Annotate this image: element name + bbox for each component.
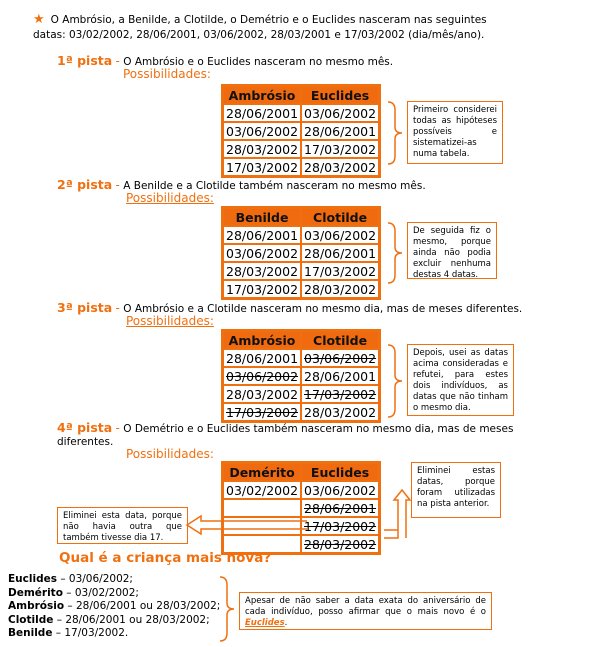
intro-line-1: O Ambrósio, a Benilde, a Clotilde, o Demétrio e o Euclides nasceram nas seguintes: [50, 14, 487, 26]
table-row: 03/06/2002 28/06/2001: [223, 244, 379, 262]
table-row: 03/06/2002 28/06/2001: [223, 122, 379, 140]
possibilities-label-3: Possibilidades:: [126, 314, 214, 328]
clue-4-text-line-2: diferentes.: [57, 436, 114, 448]
table-row: 28/03/2002 17/03/2002: [223, 385, 379, 403]
clue-1-text: O Ambrósio e o Euclides nasceram no mesmo mês.: [123, 56, 394, 68]
clue-3-heading: 3ª pista - O Ambrósio e a Clotilde nasceram no mesmo dia, mas de meses diferentes.: [57, 300, 523, 315]
clue-1-table: Ambrósio Euclides 28/06/2001 03/06/2002 03/06/2002 28/06/2001 28/03/2002 17/03/2002 17/03/2002 28/03/2002: [221, 84, 381, 178]
question-heading: Qual é a criança mais nova?: [59, 550, 272, 566]
clue-4-table: Demérito Euclides 03/02/2002 03/06/2002 28/06/2001 17/03/2002 28/03/2002: [221, 461, 381, 555]
table-row: 28/06/2001 03/06/2002: [223, 104, 379, 122]
possibilities-label-4: Possibilidades:: [126, 447, 214, 461]
clue-1-note: Primeiro considerei todas as hipóteses possíveis e sistematizei-as numa tabela.: [407, 101, 503, 164]
list-item: Ambrósio – 28/06/2001 ou 28/03/2002;: [8, 600, 221, 612]
table-row: 28/03/2002: [223, 535, 379, 553]
table-row: 28/03/2002 17/03/2002: [223, 140, 379, 158]
clue-1-heading: 1ª pista - O Ambrósio e o Euclides nasceram no mesmo mês.: [57, 53, 394, 68]
table-row: 28/03/2002 17/03/2002: [223, 262, 379, 280]
table-row: 03/02/2002 03/06/2002: [223, 481, 379, 499]
table-row: 17/03/2002 28/03/2002: [223, 280, 379, 298]
intro-line-2: datas: 03/02/2002, 28/06/2001, 03/06/2002, 28/03/2001 e 17/03/2002 (dia/mês/ano).: [33, 29, 485, 41]
table-row: 28/06/2001 03/06/2002: [223, 226, 379, 244]
table-row: 28/06/2001 03/06/2002: [223, 349, 379, 367]
table-row: 17/03/2002: [223, 517, 379, 535]
brace-2: [386, 221, 406, 285]
final-note: Apesar de não saber a data exata do aniversário de cada indivíduo, posso afirmar que o mais novo é o Euclides.: [239, 592, 492, 630]
list-item: Clotilde – 28/06/2001 ou 28/03/2002;: [8, 613, 210, 626]
table-row: 03/06/2002 28/06/2001: [223, 367, 379, 385]
possibilities-label-1: Possibilidades:: [123, 67, 211, 81]
clue-2-text: A Benilde e a Clotilde também nasceram no mesmo mês.: [123, 180, 426, 192]
clue-4-heading: 4ª pista - O Demétrio e o Euclides também nasceram no mesmo dia, mas de meses diferentes.: [57, 420, 514, 448]
clue-3-table: Ambrósio Clotilde 28/06/2001 03/06/2002 03/06/2002 28/06/2001 28/03/2002 17/03/2002 17/03/2002 28/03/2002: [221, 329, 381, 423]
table-row: 17/03/2002 28/03/2002: [223, 158, 379, 176]
answer-highlight: Euclides: [245, 618, 285, 628]
star-icon: ★: [33, 12, 45, 27]
clue-2-table: Benilde Clotilde 28/06/2001 03/06/2002 03/06/2002 28/06/2001 28/03/2002 17/03/2002 17/03/2002 28/03/2002: [221, 206, 381, 300]
intro-text: [33, 12, 593, 43]
clue-4-note-right: Eliminei estas datas, porque foram utilizadas na pista anterior.: [411, 462, 501, 518]
list-item: Demérito – 03/02/2002;: [8, 586, 139, 599]
answers-list: [8, 573, 220, 641]
possibilities-label-2: Possibilidades:: [126, 191, 214, 205]
brace-1: [386, 100, 406, 166]
arrow-left-icon: [185, 514, 309, 536]
table-row: 28/06/2001: [223, 499, 379, 517]
brace-answers: [218, 575, 238, 643]
list-item: Benilde – 17/03/2002.: [8, 627, 129, 639]
clue-3-note: Depois, usei as datas acima consideradas e refutei, para estes dois indivíduos, as datas que não tinham o mesmo dia.: [407, 344, 514, 416]
list-item: Euclides – 03/06/2002;: [8, 573, 133, 585]
table-row: 17/03/2002 28/03/2002: [223, 403, 379, 421]
clue-4-note-left: Eliminei esta data, porque não havia outra que também tivesse dia 17.: [57, 507, 188, 544]
clue-3-text: O Ambrósio e a Clotilde nasceram no mesmo dia, mas de meses diferentes.: [123, 303, 523, 315]
brace-3: [386, 343, 406, 419]
clue-4-text-line-1: O Demétrio e o Euclides também nasceram no mesmo dia, mas de meses: [123, 423, 514, 435]
clue-2-heading: 2ª pista - A Benilde e a Clotilde também nasceram no mesmo mês.: [57, 177, 426, 192]
clue-2-note: De seguida fiz o mesmo, porque ainda não podia excluir nenhuma destas 4 datas.: [407, 222, 497, 279]
